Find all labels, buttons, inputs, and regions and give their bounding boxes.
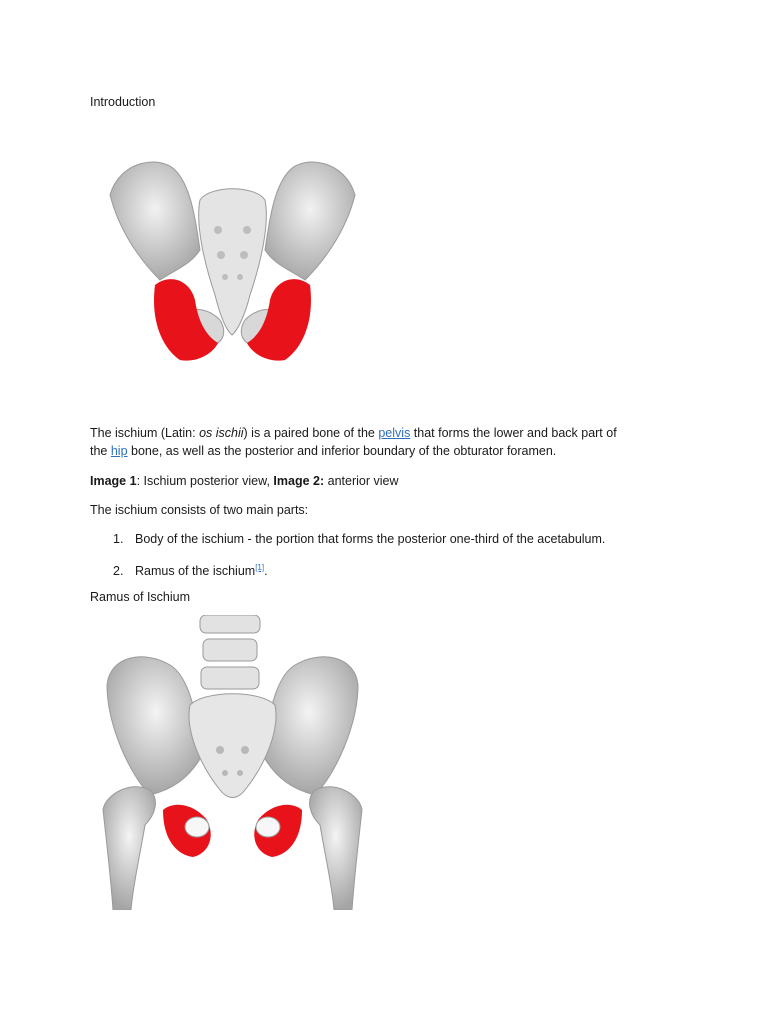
text-span: anterior view bbox=[324, 474, 399, 488]
text-span: The ischium (Latin: bbox=[90, 426, 200, 440]
pelvis-posterior-image bbox=[100, 155, 365, 370]
parts-intro: The ischium consists of two main parts: bbox=[90, 503, 309, 517]
latin-term: os ischii bbox=[199, 426, 244, 440]
reference-link[interactable]: [1] bbox=[255, 563, 265, 572]
text-span: bone, as well as the posterior and inferior boundary of the obturator foramen. bbox=[127, 444, 557, 458]
paragraph-ischium-line1 bbox=[90, 424, 617, 442]
list-number: 2. bbox=[113, 564, 124, 579]
image2-label: Image 2: bbox=[273, 474, 325, 488]
list-item bbox=[113, 559, 268, 580]
image1-label: Image 1 bbox=[90, 474, 137, 488]
list-text: Body of the ischium - the portion that forms the posterior one-third of the acetabulum. bbox=[135, 532, 606, 546]
paragraph-ischium-line2 bbox=[90, 442, 556, 460]
text-span: : Ischium posterior view, bbox=[136, 474, 274, 488]
link-hip[interactable]: hip bbox=[110, 444, 128, 458]
list-text: Ramus of the ischium bbox=[135, 564, 256, 579]
text-span: the bbox=[90, 444, 111, 458]
heading-ramus: Ramus of Ischium bbox=[90, 590, 191, 604]
text-span: ) is a paired bone of the bbox=[243, 426, 379, 440]
list-number: 1. bbox=[113, 532, 124, 546]
image-caption bbox=[90, 472, 398, 490]
text-span: that forms the lower and back part of bbox=[410, 426, 617, 440]
text-span: . bbox=[264, 564, 268, 579]
heading-introduction: Introduction bbox=[90, 95, 156, 109]
pelvis-anterior-image bbox=[95, 615, 370, 910]
list-item bbox=[113, 530, 605, 548]
link-pelvis[interactable]: pelvis bbox=[378, 426, 411, 440]
